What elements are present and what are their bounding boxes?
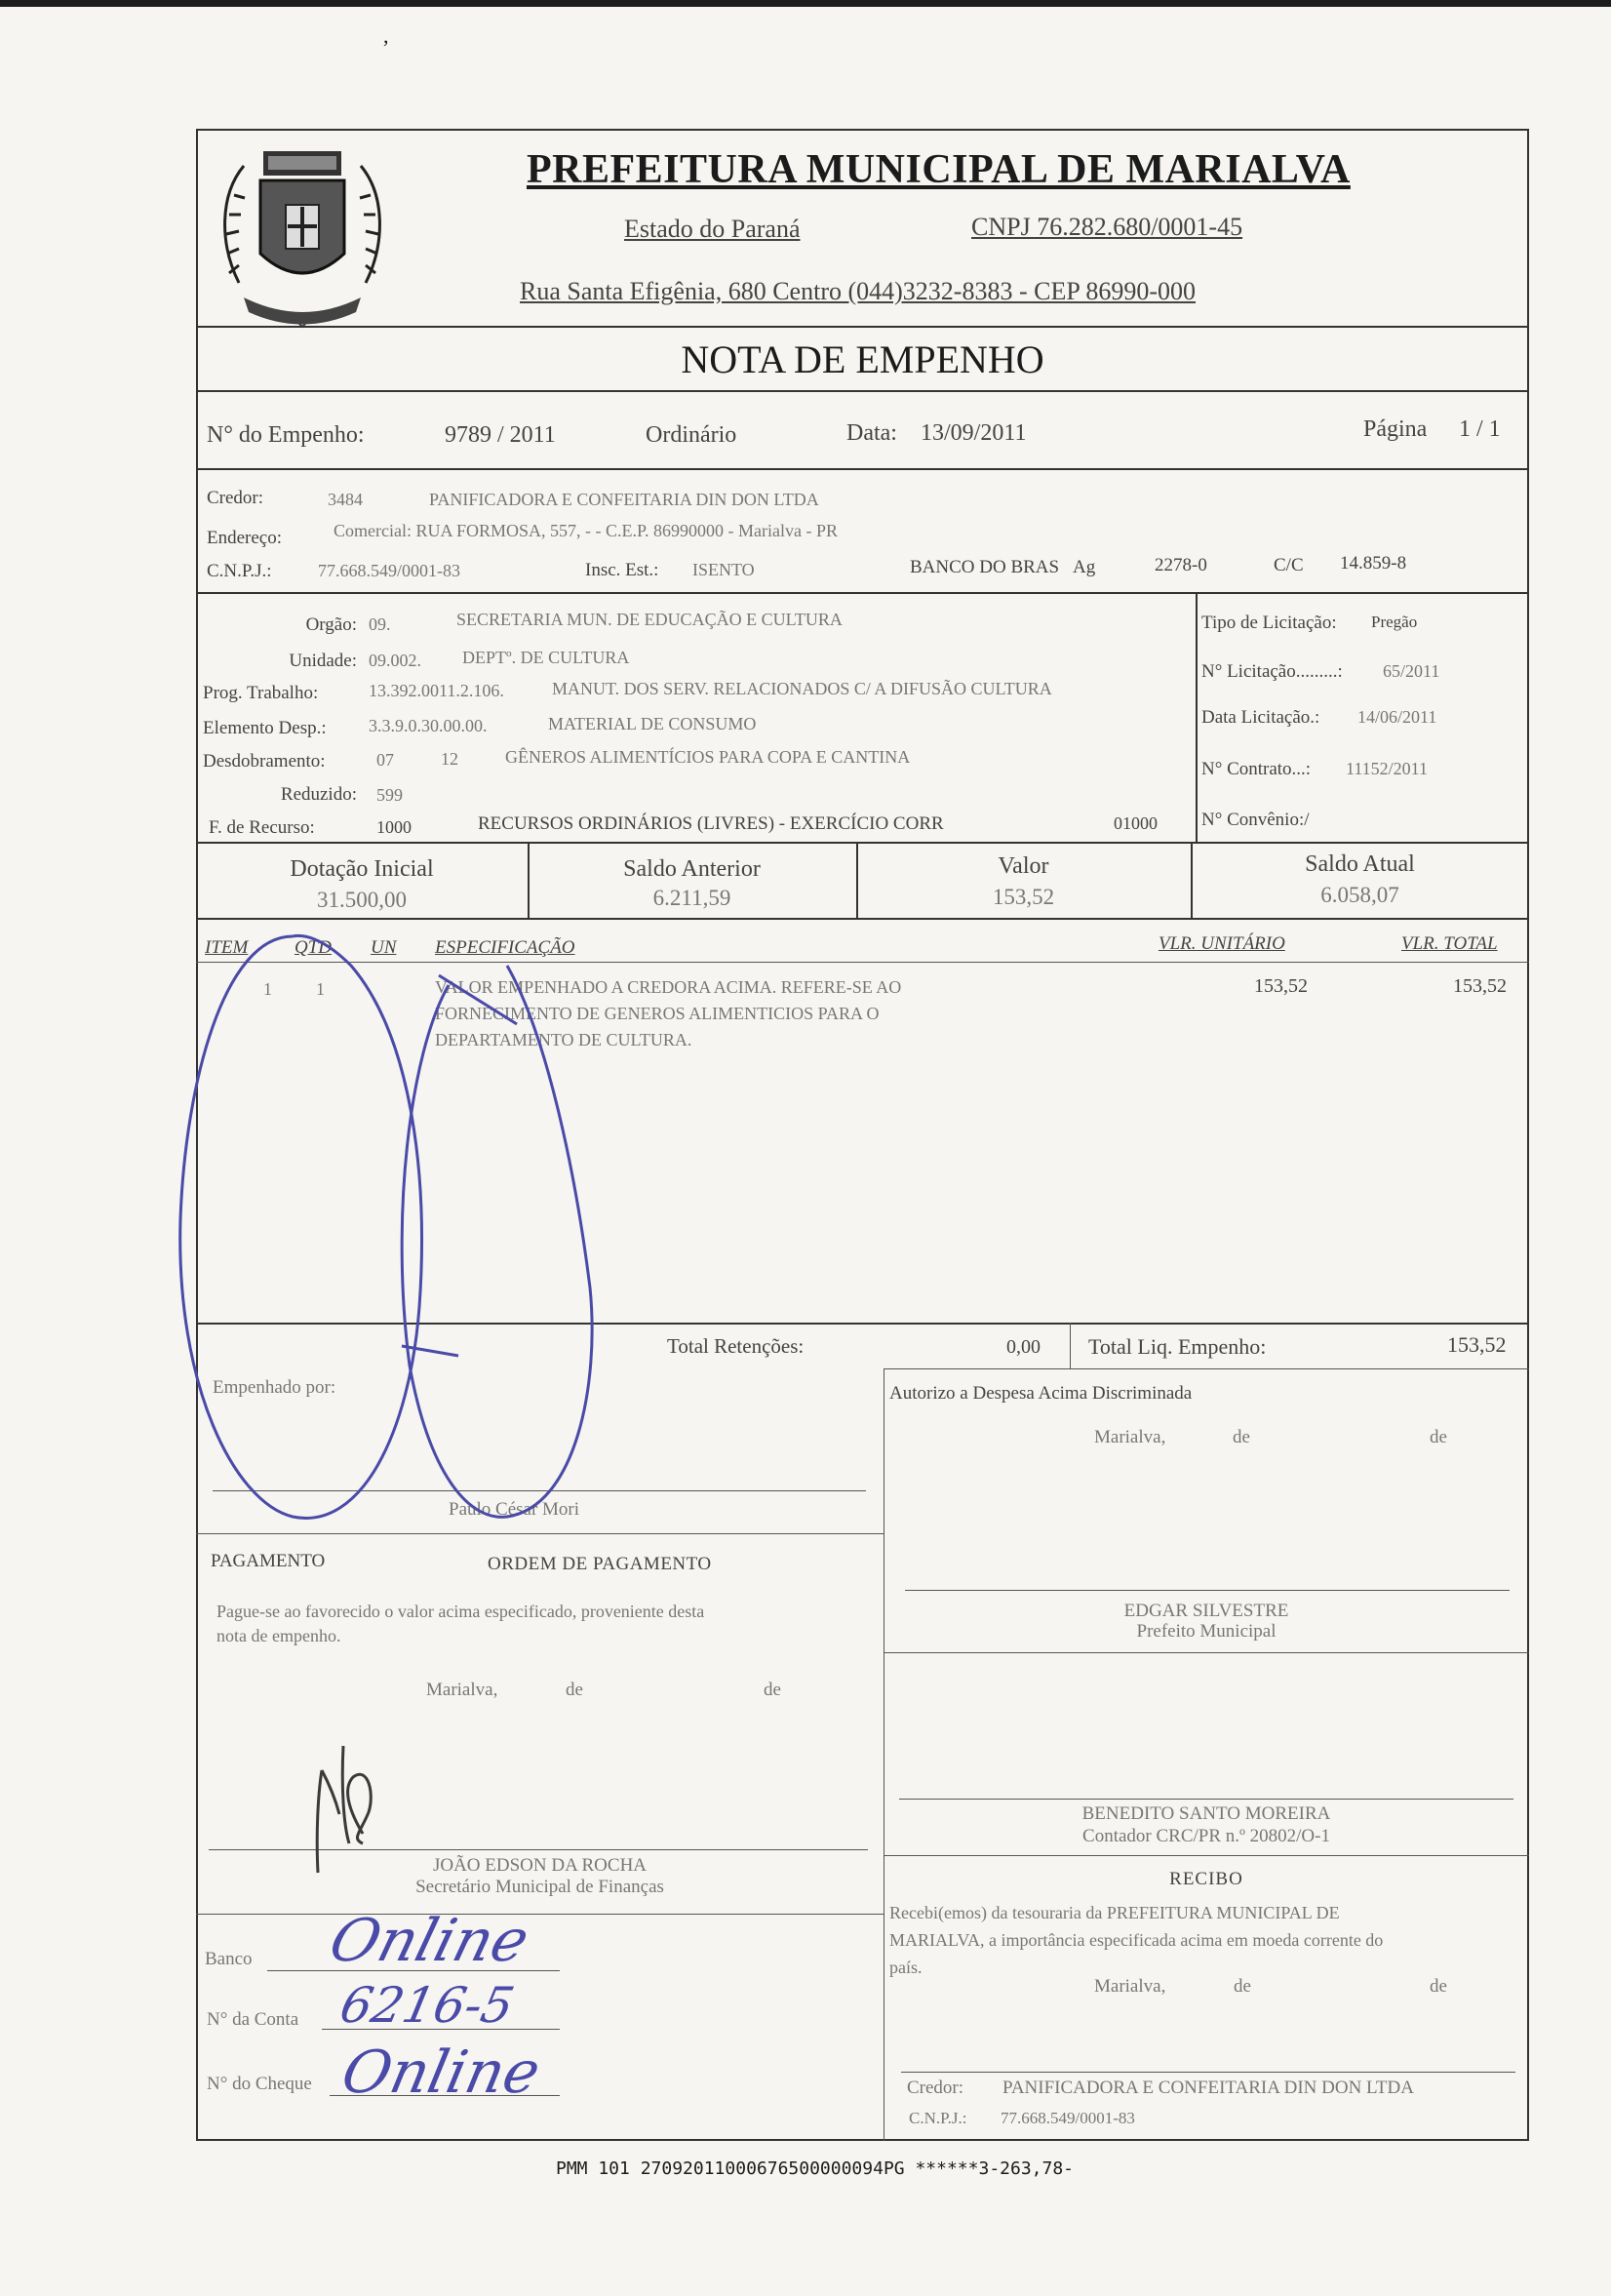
empenho-type: Ordinário <box>646 422 737 448</box>
autorizo-city: Marialva, <box>1094 1427 1166 1447</box>
credor-insc: ISENTO <box>692 560 755 579</box>
unidade-value: 09.002. <box>369 651 421 670</box>
elem-value: 3.3.9.0.30.00.00. <box>369 716 488 735</box>
valor-value: 153,52 <box>992 885 1055 909</box>
cheque-handwritten: Online <box>335 2039 546 2107</box>
scan-top-edge <box>0 0 1611 7</box>
valor-label: Valor <box>998 853 1049 879</box>
pagamento-text-1: Pague-se ao favorecido o valor acima especificado, proveniente desta <box>216 1602 705 1621</box>
conta-handwritten: 6216-5 <box>334 1977 520 2034</box>
recurso-desc: RECURSOS ORDINÁRIOS (LIVRES) - EXERCÍCIO CORR <box>478 813 944 834</box>
prog-value: 13.392.0011.2.106. <box>369 681 504 700</box>
saldo-atual-value: 6.058,07 <box>1320 883 1399 907</box>
pagamento-city: Marialva, <box>426 1680 498 1700</box>
items-header-item: ITEM <box>205 937 249 958</box>
items-header-qtd: QTD <box>295 937 333 958</box>
recibo-cnpj: 77.668.549/0001-83 <box>1001 2109 1135 2127</box>
item-spec-line-2: FORNECIMENTO DE GENEROS ALIMENTICIOS PARA O <box>435 1004 880 1023</box>
reduzido-label: Reduzido: <box>280 784 357 805</box>
conta-label: N° da Conta <box>207 2009 299 2030</box>
licitacao-num-label: N° Licitação.........: <box>1201 661 1343 682</box>
recibo-city: Marialva, <box>1094 1976 1166 1997</box>
desd-label: Desdobramento: <box>203 751 326 772</box>
autorizo-de-2: de <box>1430 1427 1447 1447</box>
item-spec-line-3: DEPARTAMENTO DE CULTURA. <box>435 1030 692 1049</box>
empenhado-por-label: Empenhado por: <box>213 1377 336 1398</box>
banco-handwritten: Online <box>322 1907 536 1975</box>
credor-bank: BANCO DO BRAS <box>910 557 1060 577</box>
credor-ag-label: Ag <box>1073 557 1096 577</box>
autorizo-de-1: de <box>1233 1427 1250 1447</box>
pagamento-label: PAGAMENTO <box>211 1551 326 1571</box>
items-header-especificacao: ESPECIFICAÇÃO <box>435 937 575 958</box>
recurso-code: 01000 <box>1114 813 1158 833</box>
reduzido-value: 599 <box>376 785 403 805</box>
header-title: PREFEITURA MUNICIPAL DE MARIALVA <box>527 147 1351 192</box>
desd-desc: GÊNEROS ALIMENTÍCIOS PARA COPA E CANTINA <box>505 747 911 767</box>
liq-empenho-value: 153,52 <box>1447 1332 1507 1357</box>
credor-cnpj: 77.668.549/0001-83 <box>318 561 460 580</box>
dotacao-label: Dotação Inicial <box>290 856 434 882</box>
items-header-un: UN <box>371 937 397 958</box>
credor-cc: 14.859-8 <box>1340 553 1407 574</box>
pagamento-signer: JOÃO EDSON DA ROCHA <box>432 1855 648 1876</box>
empenho-num-value: 9789 / 2011 <box>445 422 556 448</box>
recibo-cnpj-label: C.N.P.J.: <box>909 2109 967 2127</box>
empenho-page-value: 1 / 1 <box>1459 416 1501 442</box>
orgao-label: Orgão: <box>305 614 357 635</box>
footer-code: PMM 101 27092011000676500000094PG ******3-263,78- <box>556 2158 1075 2179</box>
autorizo-label: Autorizo a Despesa Acima Discriminada <box>889 1383 1193 1404</box>
empenhado-signer: Paulo César Mori <box>449 1499 580 1520</box>
elem-label: Elemento Desp.: <box>203 718 327 738</box>
desd-value: 07 <box>376 750 394 770</box>
saldo-atual-label: Saldo Atual <box>1305 851 1415 877</box>
recurso-label: F. de Recurso: <box>209 817 315 838</box>
recibo-title: RECIBO <box>1169 1869 1243 1889</box>
recibo-credor: PANIFICADORA E CONFEITARIA DIN DON LTDA <box>1002 2078 1414 2098</box>
retencoes-label: Total Retenções: <box>667 1334 805 1358</box>
empenho-date-label: Data: <box>846 420 897 446</box>
item-vlr-unitario: 153,52 <box>1254 975 1308 997</box>
cheque-label: N° do Cheque <box>207 2074 312 2094</box>
item-qtd: 1 <box>316 979 325 999</box>
recibo-de-1: de <box>1234 1976 1251 1997</box>
licitacao-tipo: Pregão <box>1371 613 1418 631</box>
licitacao-contrato: 11152/2011 <box>1346 759 1428 778</box>
credor-address-label: Endereço: <box>207 528 283 548</box>
dotacao-value: 31.500,00 <box>317 888 407 912</box>
credor-address: Comercial: RUA FORMOSA, 557, - - C.E.P. 86990000 - Marialva - PR <box>334 521 838 540</box>
coat-of-arms-logo <box>200 137 405 332</box>
item-spec-line-1: VALOR EMPENHADO A CREDORA ACIMA. REFERE-SE AO <box>435 977 902 997</box>
credor-insc-label: Insc. Est.: <box>585 560 659 580</box>
scan-mark: , <box>383 23 389 48</box>
items-header-vlr-unitario: VLR. UNITÁRIO <box>1159 933 1285 954</box>
licitacao-num: 65/2011 <box>1383 661 1440 681</box>
autorizo-role: Prefeito Municipal <box>1136 1621 1277 1642</box>
licitacao-data: 14/06/2011 <box>1357 707 1437 727</box>
orgao-desc: SECRETARIA MUN. DE EDUCAÇÃO E CULTURA <box>456 610 843 629</box>
unidade-label: Unidade: <box>289 651 357 671</box>
item-number: 1 <box>263 979 272 999</box>
liq-empenho-label: Total Liq. Empenho: <box>1088 1334 1267 1359</box>
pagamento-de-1: de <box>566 1680 583 1700</box>
saldo-anterior-value: 6.211,59 <box>652 886 731 910</box>
recurso-value: 1000 <box>376 817 412 837</box>
recibo-text-1: Recebi(emos) da tesouraria da PREFEITURA MUNICIPAL DE <box>889 1903 1340 1922</box>
empenho-page-label: Página <box>1363 416 1428 442</box>
empenho-date-value: 13/09/2011 <box>921 420 1027 446</box>
credor-cnpj-label: C.N.P.J.: <box>207 561 272 581</box>
contador-signer: BENEDITO SANTO MOREIRA <box>1081 1803 1331 1824</box>
credor-cc-label: C/C <box>1274 555 1304 575</box>
items-header-vlr-total: VLR. TOTAL <box>1401 933 1498 954</box>
credor-label: Credor: <box>207 488 264 508</box>
prog-desc: MANUT. DOS SERV. RELACIONADOS C/ A DIFUSÃO CULTURA <box>552 679 1052 698</box>
elem-desc: MATERIAL DE CONSUMO <box>548 714 757 733</box>
header-cnpj: CNPJ 76.282.680/0001-45 <box>971 213 1243 241</box>
saldo-anterior-label: Saldo Anterior <box>623 856 761 882</box>
licitacao-contrato-label: N° Contrato...: <box>1201 759 1312 779</box>
header-address: Rua Santa Efigênia, 680 Centro (044)3232-8383 - CEP 86990-000 <box>520 277 1196 305</box>
pagamento-role: Secretário Municipal de Finanças <box>415 1877 664 1897</box>
credor-code: 3484 <box>328 490 363 509</box>
credor-name: PANIFICADORA E CONFEITARIA DIN DON LTDA <box>429 490 819 509</box>
orgao-value: 09. <box>369 614 391 634</box>
prog-label: Prog. Trabalho: <box>203 683 319 703</box>
ordem-pagamento-label: ORDEM DE PAGAMENTO <box>488 1554 712 1574</box>
document-title: NOTA DE EMPENHO <box>681 337 1044 381</box>
credor-ag: 2278-0 <box>1155 555 1207 575</box>
empenho-num-label: N° do Empenho: <box>207 422 365 448</box>
contador-role: Contador CRC/PR n.º 20802/O-1 <box>1082 1826 1330 1846</box>
unidade-desc: DEPTº. DE CULTURA <box>462 648 630 667</box>
header-state: Estado do Paraná <box>624 215 801 243</box>
licitacao-convenio-label: N° Convênio:/ <box>1201 810 1310 830</box>
banco-label: Banco <box>205 1949 253 1969</box>
recibo-credor-label: Credor: <box>907 2078 964 2098</box>
licitacao-data-label: Data Licitação.: <box>1201 707 1320 728</box>
item-vlr-total: 153,52 <box>1453 975 1507 997</box>
pagamento-de-2: de <box>764 1680 781 1700</box>
desd-value-2: 12 <box>441 749 458 769</box>
recibo-text-3: país. <box>889 1958 923 1977</box>
licitacao-tipo-label: Tipo de Licitação: <box>1201 613 1337 633</box>
recibo-text-2: MARIALVA, a importância especificada acima em moeda corrente do <box>889 1930 1384 1950</box>
recibo-de-2: de <box>1430 1976 1447 1997</box>
pagamento-text-2: nota de empenho. <box>216 1626 341 1645</box>
autorizo-signer: EDGAR SILVESTRE <box>1123 1601 1289 1621</box>
retencoes-value: 0,00 <box>1006 1336 1041 1358</box>
